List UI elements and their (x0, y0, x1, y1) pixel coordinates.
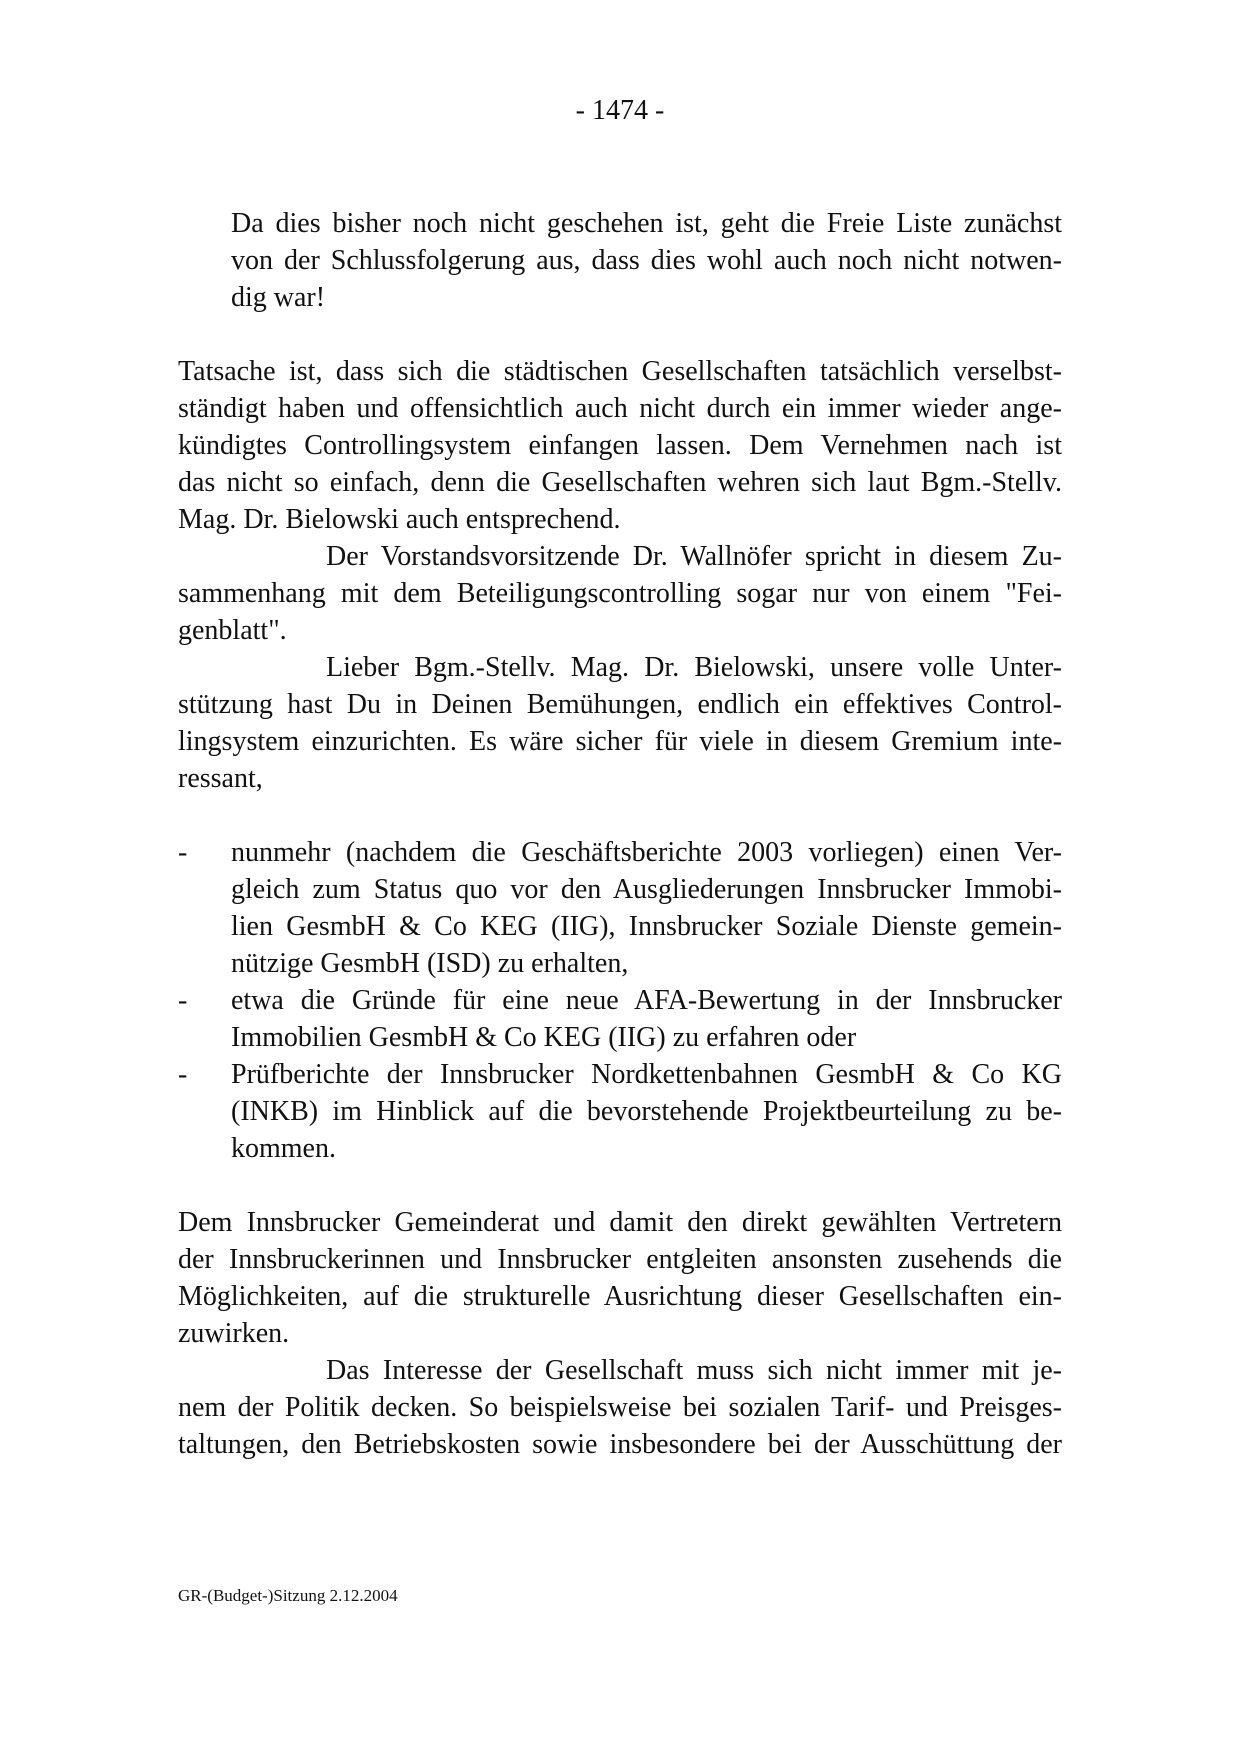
list-dash: - (178, 985, 188, 1016)
text-line: das nicht so einfach, denn die Gesellschaften wehren sich laut Bgm.-Stellv. (178, 467, 1062, 498)
page-footer: GR-(Budget-)Sitzung 2.12.2004 (178, 1586, 398, 1605)
paragraph-interesse (178, 1352, 1062, 1463)
paragraph-gemeinderat (178, 1204, 1062, 1352)
text-line: stützung hast Du in Deinen Bemühungen, endlich ein effektives Control- (178, 689, 1062, 720)
paragraph-gap (178, 797, 1062, 834)
text-line: zuwirken. (178, 1318, 290, 1349)
text-line: genblatt". (178, 615, 287, 646)
text-line: nützige GesmbH (ISD) zu erhalten, (231, 948, 629, 979)
text-line: Lieber Bgm.-Stellv. Mag. Dr. Bielowski, unsere volle Unter- (326, 652, 1062, 683)
text-line: Mag. Dr. Bielowski auch entsprechend. (178, 504, 621, 535)
text-line: kommen. (231, 1133, 336, 1164)
text-line: nunmehr (nachdem die Geschäftsberichte 2003 vorliegen) einen Ver- (231, 837, 1062, 868)
text-line: gleich zum Status quo vor den Ausgliederungen Innsbrucker Immobi- (231, 874, 1062, 905)
text-line: Der Vorstandsvorsitzende Dr. Wallnöfer spricht in diesem Zu- (326, 541, 1062, 572)
paragraph-gap (178, 316, 1062, 353)
paragraph-lieber (178, 649, 1062, 797)
text-line: Das Interesse der Gesellschaft muss sich nicht immer mit je- (326, 1355, 1062, 1386)
text-line: sammenhang mit dem Beteiligungscontrolling sogar nur von einem "Fei- (178, 578, 1062, 609)
text-line: Dem Innsbrucker Gemeinderat und damit den direkt gewählten Vertretern (178, 1207, 1062, 1238)
list-item (178, 982, 1062, 1056)
list-item (178, 834, 1062, 982)
text-line: Da dies bisher noch nicht geschehen ist, geht die Freie Liste zunächst (231, 208, 1062, 239)
list-dash: - (178, 837, 188, 868)
text-line: lien GesmbH & Co KEG (IIG), Innsbrucker Soziale Dienste gemein- (231, 911, 1062, 942)
text-line: nem der Politik decken. So beispielsweise bei sozialen Tarif- und Preisges- (178, 1392, 1062, 1423)
text-line: (INKB) im Hinblick auf die bevorstehende Projektbeurteilung zu be- (231, 1096, 1062, 1127)
text-line: Tatsache ist, dass sich die städtischen Gesellschaften tatsächlich verselbst- (178, 356, 1062, 387)
text-line: ständigt haben und offensichtlich auch nicht durch ein immer wieder ange- (178, 393, 1062, 424)
dash-list (178, 834, 1062, 1167)
paragraph-vorstand (178, 538, 1062, 649)
paragraph-tatsache (178, 353, 1062, 538)
paragraph-gap (178, 1167, 1062, 1204)
text-line: der Innsbruckerinnen und Innsbrucker entgleiten ansonsten zusehends die (178, 1244, 1062, 1275)
text-line: Prüfberichte der Innsbrucker Nordkettenbahnen GesmbH & Co KG (231, 1059, 1062, 1090)
quote-block (231, 205, 1062, 316)
text-line: ressant, (178, 763, 263, 794)
text-line: Immobilien GesmbH & Co KEG (IIG) zu erfahren oder (231, 1022, 857, 1053)
list-item (178, 1056, 1062, 1167)
text-line: kündigtes Controllingsystem einfangen lassen. Dem Vernehmen nach ist (178, 430, 1062, 461)
list-dash: - (178, 1059, 188, 1090)
page-number: - 1474 - (575, 95, 665, 126)
text-line: Möglichkeiten, auf die strukturelle Ausrichtung dieser Gesellschaften ein- (178, 1281, 1062, 1312)
text-line: von der Schlussfolgerung aus, dass dies wohl auch noch nicht notwen- (231, 245, 1062, 276)
text-line: lingsystem einzurichten. Es wäre sicher für viele in diesem Gremium inte- (178, 726, 1062, 757)
document-body (178, 205, 1062, 1463)
text-line: dig war! (231, 282, 326, 313)
text-line: taltungen, den Betriebskosten sowie insbesondere bei der Ausschüttung der (178, 1429, 1062, 1460)
text-line: etwa die Gründe für eine neue AFA-Bewertung in der Innsbrucker (231, 985, 1062, 1016)
